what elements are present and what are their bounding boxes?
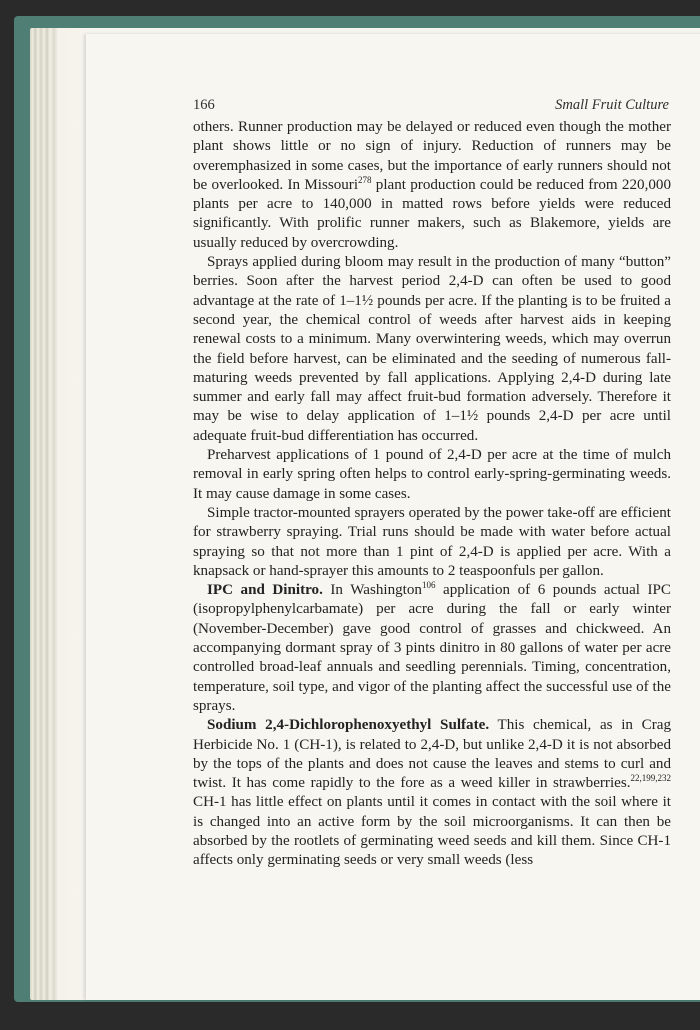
citation-superscript: 22,199,232 bbox=[630, 773, 671, 784]
text-run: plant production could be reduced from 220,000 plants per acre to 140,000 in matted rows before yields were reduced significantly. With prolific runner makers, such as Blakemore, yields are usually reduced by overcrowding. bbox=[193, 176, 671, 251]
paragraph bbox=[193, 446, 671, 504]
body-text bbox=[193, 118, 671, 871]
paragraph bbox=[193, 581, 671, 716]
citation-superscript: 278 bbox=[358, 174, 372, 185]
running-title: Small Fruit Culture bbox=[555, 97, 669, 113]
text-run: In Washington bbox=[322, 582, 422, 599]
paragraph bbox=[193, 504, 671, 581]
page-header bbox=[193, 97, 669, 117]
section-heading: Sodium 2,4-Dichlorophenoxyethyl Sulfate. bbox=[207, 717, 490, 734]
section-heading: IPC and Dinitro. bbox=[207, 582, 323, 599]
text-run: others. Runner production may be delayed or reduced even though the mother plant shows little or no sign of injury. Reduction of runners may be overemphasized in some cases, but the importance of early runners should not be overlooked. In Missouri bbox=[193, 119, 671, 193]
text-run: Sprays applied during bloom may result in the production of many “button” berries. Soon after the harvest period 2,4-D can often be used to good advantage at the rate of 1–1½ pounds per acre. If the planting is to be fruited a second year, the chemical control of weeds after harvest aids in keeping renewal costs to a minimum. Many overwintering weeds, which may overrun the field before harvest, can be eliminated and the seeding of numerous fall-maturing weeds prevented by fall applications. Applying 2,4-D during late summer and early fall may affect fruit-bud formation adversely. Therefore it may be wise to delay application of 1–1½ pounds 2,4-D per acre until adequate fruit-bud differentiation has occurred. bbox=[193, 254, 671, 444]
page-number: 166 bbox=[193, 97, 215, 113]
text-run: application of 6 pounds actual IPC (isopropylphenylcarbamate) per acre during the fall or early winter (November-December) gave good control of grasses and chickweed. An accompanying dormant spray of 3 pints dinitro in 80 gallons of water per acre controlled broad-leaf annuals and seedling perennials. Timing, concentration, temperature, soil type, and vigor of the planting affect the successful use of the sprays. bbox=[193, 582, 671, 714]
paragraph bbox=[193, 716, 671, 870]
text-run: Preharvest applications of 1 pound of 2,4-D per acre at the time of mulch removal in early spring often helps to control early-spring-germinating weeds. It may cause damage in some cases. bbox=[193, 447, 671, 502]
text-run: CH-1 has little effect on plants until it comes in contact with the soil where it is changed into an active form by the soil microorganisms. It can then be absorbed by the rootlets of germinating weed seeds and kill them. Since CH-1 affects only germinating seeds or very small weeds (less bbox=[193, 794, 671, 869]
paragraph bbox=[193, 118, 671, 253]
paragraph bbox=[193, 253, 671, 446]
text-run: Simple tractor-mounted sprayers operated by the power take-off are efficient for strawberry spraying. Trial runs should be made with water before actual spraying so that not more than 1 pint of 2,4-D is applied per acre. With a knapsack or hand-sprayer this amounts to 2 teaspoonfuls per gallon. bbox=[193, 504, 671, 579]
text-run: This chemical, as in Crag Herbicide No. 1 (CH-1), is related to 2,4-D, but unlike 2,4-D it is not absorbed by the tops of the plants and does not cause the leaves and stems to curl and twist. It has come rapidly to the fore as a weed killer in strawberries. bbox=[193, 717, 672, 792]
citation-superscript: 106 bbox=[421, 580, 436, 591]
